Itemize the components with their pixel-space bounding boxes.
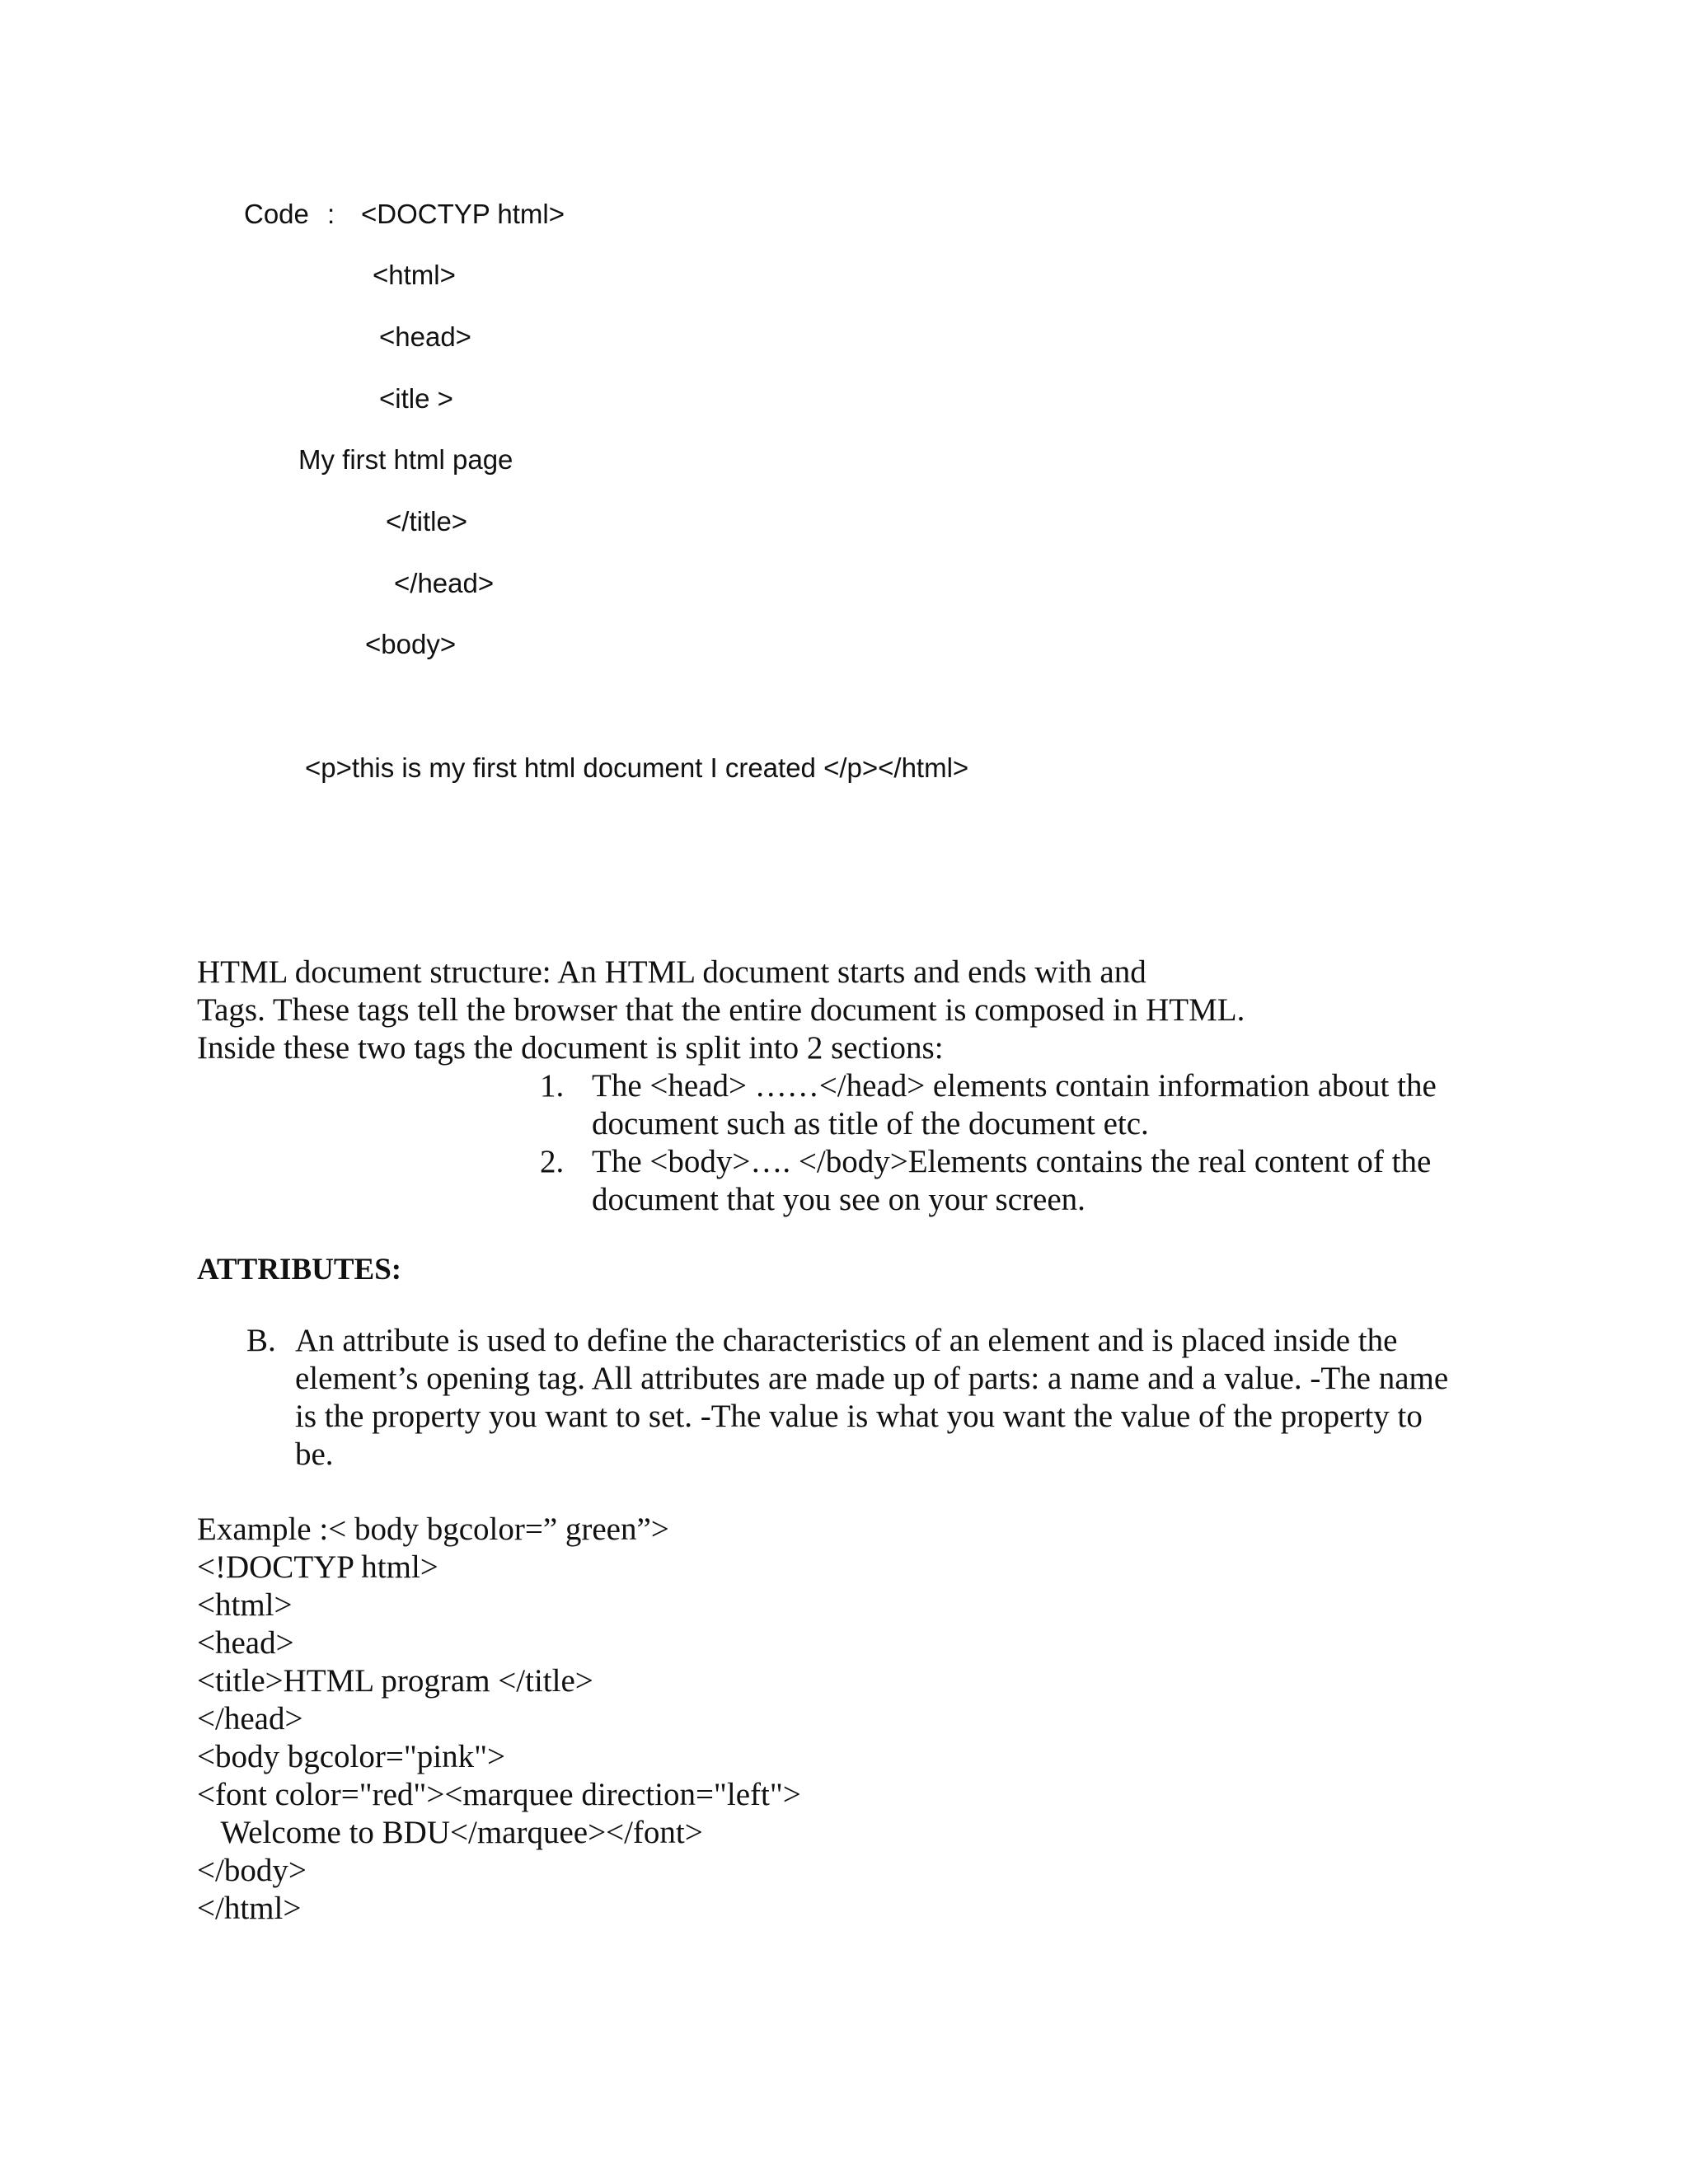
structure-line-2: Tags. These tags tell the browser that the entire document is composed in HTML.: [197, 992, 1245, 1028]
example-line: <!DOCTYP html>: [197, 1549, 438, 1585]
example-line: <body bgcolor="pink">: [197, 1739, 506, 1774]
example-line: <html>: [197, 1587, 293, 1623]
code-label: Code: [244, 199, 309, 229]
attributes-line-2: element’s opening tag. All attributes are made up of parts: a name and a value. -The name: [295, 1361, 1449, 1396]
list-item-line-2: document that you see on your screen.: [592, 1182, 1085, 1217]
list-item-line-2: document such as title of the document etc.: [592, 1106, 1149, 1141]
attributes-line-4: be.: [295, 1436, 334, 1472]
code-line-doctype: <DOCTYP html>: [361, 199, 565, 229]
code-line-p: <p>this is my first html document I created </p></html>: [305, 752, 969, 783]
example-line: <title>HTML program </title>: [197, 1663, 593, 1699]
example-line: <font color="red"><marquee direction="left">: [197, 1777, 801, 1812]
list-item-number: 1.: [540, 1068, 565, 1104]
code-line-body: <body>: [365, 629, 457, 659]
example-line: </head>: [197, 1701, 303, 1736]
code-line-title-open: <itle >: [379, 383, 453, 414]
attributes-line-1: An attribute is used to define the characteristics of an element and is placed inside the: [295, 1323, 1398, 1358]
code-line-html: <html>: [373, 260, 456, 290]
code-colon: :: [327, 199, 335, 229]
list-item-number: 2.: [540, 1144, 565, 1179]
code-line-title-close: </title>: [386, 506, 468, 537]
example-line: Welcome to BDU</marquee></font>: [197, 1815, 703, 1850]
code-line-head: <head>: [379, 321, 471, 352]
list-item-line-1: The <head> ……</head> elements contain information about the: [592, 1068, 1437, 1104]
example-line: </body>: [197, 1853, 307, 1888]
code-line-title-text: My first html page: [298, 444, 513, 475]
list-item-line-1: The <body>…. </body>Elements contains the real content of the: [592, 1144, 1432, 1179]
structure-line-3: Inside these two tags the document is split into 2 sections:: [197, 1030, 944, 1066]
example-line: <head>: [197, 1625, 294, 1661]
attributes-heading: ATTRIBUTES:: [197, 1253, 402, 1286]
attributes-marker: B.: [246, 1323, 276, 1358]
example-line: Example :< body bgcolor=” green”>: [197, 1511, 669, 1547]
example-line: </html>: [197, 1891, 302, 1926]
attributes-line-3: is the property you want to set. -The value is what you want the value of the property to: [295, 1399, 1423, 1434]
structure-line-1: HTML document structure: An HTML document starts and ends with and: [197, 954, 1146, 990]
code-line-head-close: </head>: [394, 568, 495, 598]
